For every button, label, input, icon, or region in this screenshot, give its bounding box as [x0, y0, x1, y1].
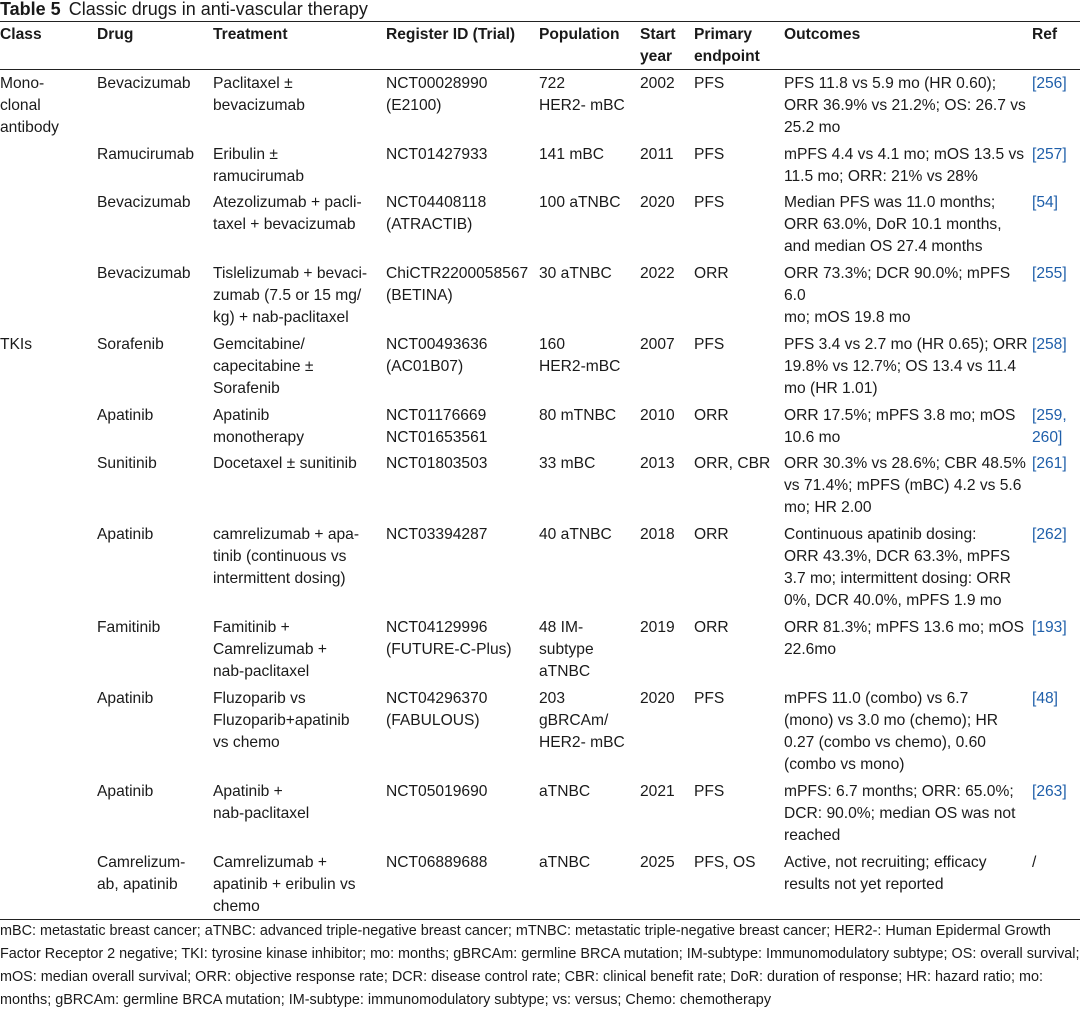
cell-start-year-value: 2019	[640, 618, 675, 636]
reference-link[interactable]: [54]	[1032, 193, 1059, 211]
table-footnote: mBC: metastatic breast cancer; aTNBC: advanced triple-negative breast cancer; mTNBC: metastatic triple-negative breast cancer; HER2-: Human Epidermal Growth Factor Receptor 2 negative; TKI: tyrosine kinase inhibitor; mo: months; gBRCAm: germline BRCA mutation; IM-subtype: Immunomodulatory subtype; OS: overall survival; mOS: median overall survival; ORR: objective response rate; DCR: disease control rate; CBR: clinical benefit rate; DoR: duration of response; HR: hazard ratio; mo: months; gBRCAm: germline BRCA mutation; IM-subtype: immunomodulatory subtype; vs: versus; Chemo: chemotherapy	[0, 923, 1080, 1008]
cell-treatment-line: Eribulin ±	[213, 145, 278, 163]
cell-start-year-value: 2020	[640, 689, 675, 707]
cell-class	[0, 189, 97, 260]
cell-outcomes-line: 3.7 mo; intermittent dosing: ORR	[784, 569, 1012, 587]
cell-population-line: 30 aTNBC	[539, 264, 612, 282]
cell-outcomes-line: vs 71.4%; mPFS (mBC) 4.2 vs 5.6	[784, 476, 1022, 494]
cell-population	[539, 402, 640, 450]
cell-drug-line: ab, apatinib	[97, 875, 178, 893]
cell-treatment-line: Camrelizumab +	[213, 853, 327, 871]
cell-ref	[1032, 450, 1080, 521]
cell-primary-endpoint-value: PFS	[694, 145, 725, 163]
cell-class	[0, 849, 97, 920]
cell-primary-endpoint	[694, 521, 784, 614]
table-row	[0, 141, 1080, 189]
cell-ref	[1032, 331, 1080, 402]
cell-treatment-line: Docetaxel ± sunitinib	[213, 454, 357, 472]
cell-treatment-line: bevacizumab	[213, 97, 305, 114]
cell-start-year	[640, 402, 694, 450]
cell-primary-endpoint	[694, 189, 784, 260]
cell-class-line: clonal	[0, 97, 41, 114]
cell-primary-endpoint	[694, 260, 784, 331]
cell-population	[539, 189, 640, 260]
cell-ref	[1032, 402, 1080, 450]
cell-population-line: 722	[539, 75, 566, 92]
cell-class	[0, 141, 97, 189]
cell-ref	[1032, 189, 1080, 260]
table-body	[0, 70, 1080, 920]
cell-class	[0, 521, 97, 614]
cell-population	[539, 685, 640, 778]
cell-drug-line: Sorafenib	[97, 335, 164, 353]
cell-outcomes-line: mo (HR 1.01)	[784, 379, 878, 397]
cell-start-year-value: 2007	[640, 335, 675, 353]
cell-treatment-line: tinib (continuous vs	[213, 547, 347, 565]
cell-population	[539, 70, 640, 141]
table-row	[0, 521, 1080, 614]
cell-register-id-line: NCT04296370	[386, 689, 488, 707]
reference-link[interactable]: [257]	[1032, 145, 1067, 163]
cell-class	[0, 685, 97, 778]
cell-start-year-value: 2011	[640, 145, 674, 163]
cell-start-year-value: 2013	[640, 454, 675, 472]
reference-link[interactable]: [48]	[1032, 689, 1059, 707]
cell-start-year	[640, 70, 694, 141]
cell-population-line: HER2- mBC	[539, 733, 625, 751]
cell-treatment-line: nab-paclitaxel	[213, 804, 310, 822]
reference-link[interactable]: [193]	[1032, 618, 1067, 636]
table-caption	[0, 0, 368, 20]
cell-population-line: aTNBC	[539, 853, 591, 871]
cell-treatment-line: capecitabine ±	[213, 357, 314, 375]
cell-drug	[97, 450, 213, 521]
cell-outcomes-line: 0.27 (combo vs chemo), 0.60	[784, 733, 986, 751]
cell-primary-endpoint	[694, 331, 784, 402]
cell-primary-endpoint	[694, 402, 784, 450]
table-row	[0, 778, 1080, 849]
reference-link[interactable]: [263]	[1032, 782, 1067, 800]
header-class: Class	[0, 26, 42, 43]
cell-treatment-line: kg) + nab-paclitaxel	[213, 308, 349, 326]
cell-population-line: 203	[539, 689, 566, 707]
cell-population	[539, 614, 640, 685]
cell-start-year-value: 2002	[640, 75, 675, 92]
header-start-year-line1: Start	[640, 26, 676, 43]
cell-treatment-line: Apatinib	[213, 406, 270, 424]
cell-start-year	[640, 614, 694, 685]
table-header-row	[0, 22, 1080, 70]
cell-population	[539, 141, 640, 189]
cell-outcomes	[784, 685, 1032, 778]
cell-outcomes	[784, 141, 1032, 189]
cell-register-id-line: (FABULOUS)	[386, 711, 480, 729]
cell-treatment	[213, 778, 386, 849]
cell-treatment	[213, 260, 386, 331]
cell-outcomes-line: ORR 73.3%; DCR 90.0%; mPFS 6.0	[784, 264, 1011, 304]
cell-outcomes-line: 22.6mo	[784, 640, 837, 658]
cell-register-id	[386, 450, 539, 521]
cell-treatment	[213, 614, 386, 685]
cell-primary-endpoint-value: PFS	[694, 335, 725, 353]
cell-drug-line: Bevacizumab	[97, 264, 191, 282]
cell-population-line: 40 aTNBC	[539, 525, 612, 543]
cell-class	[0, 614, 97, 685]
cell-outcomes	[784, 402, 1032, 450]
cell-register-id-line: NCT03394287	[386, 525, 488, 543]
cell-class	[0, 331, 97, 402]
cell-population-line: 80 mTNBC	[539, 406, 617, 424]
cell-class	[0, 450, 97, 521]
cell-register-id	[386, 685, 539, 778]
cell-outcomes-line: Active, not recruiting; efficacy	[784, 853, 987, 871]
cell-treatment-line: Paclitaxel ±	[213, 75, 293, 92]
cell-outcomes-line: ORR 36.9% vs 21.2%; OS: 26.7 vs	[784, 97, 1026, 114]
cell-drug	[97, 189, 213, 260]
cell-drug-line: Apatinib	[97, 782, 154, 800]
cell-outcomes	[784, 260, 1032, 331]
cell-start-year-value: 2010	[640, 406, 675, 424]
cell-register-id	[386, 521, 539, 614]
cell-population-line: 160	[539, 335, 566, 353]
cell-outcomes-line: (mono) vs 3.0 mo (chemo); HR	[784, 711, 999, 729]
cell-outcomes	[784, 849, 1032, 920]
cell-population-line: 141 mBC	[539, 145, 605, 163]
cell-outcomes-line: and median OS 27.4 months	[784, 237, 983, 255]
cell-register-id	[386, 614, 539, 685]
cell-register-id-line: NCT01803503	[386, 454, 488, 472]
cell-register-id	[386, 402, 539, 450]
cell-treatment-line: nab-paclitaxel	[213, 662, 310, 680]
cell-outcomes-line: mo; mOS 19.8 mo	[784, 308, 911, 326]
reference-link[interactable]: [261]	[1032, 454, 1067, 472]
cell-register-id-line: NCT01653561	[386, 428, 488, 446]
cell-register-id-line: NCT05019690	[386, 782, 488, 800]
cell-drug	[97, 849, 213, 920]
cell-class-line: antibody	[0, 119, 59, 136]
cell-outcomes-line: Continuous apatinib dosing:	[784, 525, 977, 543]
cell-drug-line: Camrelizum-	[97, 853, 186, 871]
cell-treatment-line: Tislelizumab + bevaci-	[213, 264, 368, 282]
cell-treatment-line: vs chemo	[213, 733, 280, 751]
table-row	[0, 189, 1080, 260]
cell-ref	[1032, 778, 1080, 849]
cell-primary-endpoint-value: ORR, CBR	[694, 454, 771, 472]
cell-outcomes-line: 11.5 mo; ORR: 21% vs 28%	[784, 167, 978, 185]
cell-treatment-line: taxel + bevacizumab	[213, 215, 356, 233]
cell-outcomes	[784, 778, 1032, 849]
cell-treatment-line: Famitinib +	[213, 618, 290, 636]
cell-ref	[1032, 521, 1080, 614]
cell-treatment-line: intermittent dosing)	[213, 569, 346, 587]
cell-drug	[97, 331, 213, 402]
reference-link[interactable]: [259,	[1032, 406, 1067, 424]
table-row	[0, 70, 1080, 141]
cell-outcomes-line: ORR 81.3%; mPFS 13.6 mo; mOS	[784, 618, 1025, 636]
cell-register-id-line: NCT04408118	[386, 193, 487, 211]
cell-treatment-line: zumab (7.5 or 15 mg/	[213, 286, 362, 304]
cell-class	[0, 260, 97, 331]
cell-primary-endpoint-value: PFS	[694, 689, 725, 707]
cell-register-id-line: (FUTURE-C-Plus)	[386, 640, 512, 658]
cell-drug	[97, 70, 213, 141]
cell-outcomes-line: ORR 63.0%, DoR 10.1 months,	[784, 215, 1002, 233]
reference-link[interactable]: [262]	[1032, 525, 1067, 543]
cell-outcomes-line: PFS 11.8 vs 5.9 mo (HR 0.60);	[784, 75, 997, 92]
cell-outcomes-line: reached	[784, 826, 841, 844]
header-treatment: Treatment	[213, 26, 288, 43]
cell-population	[539, 521, 640, 614]
cell-register-id-line: (E2100)	[386, 97, 442, 114]
cell-treatment-line: Atezolizumab + pacli-	[213, 193, 362, 211]
cell-primary-endpoint	[694, 778, 784, 849]
cell-primary-endpoint-value: PFS	[694, 193, 725, 211]
header-start-year	[640, 22, 694, 70]
cell-population-line: HER2-mBC	[539, 357, 621, 375]
cell-outcomes-line: mPFS 11.0 (combo) vs 6.7	[784, 689, 969, 707]
cell-outcomes-line: results not yet reported	[784, 875, 944, 893]
cell-treatment	[213, 402, 386, 450]
table-row	[0, 849, 1080, 920]
cell-ref	[1032, 70, 1080, 141]
cell-outcomes-line: 10.6 mo	[784, 428, 841, 446]
cell-population	[539, 260, 640, 331]
reference-link[interactable]: [256]	[1032, 75, 1067, 92]
cell-register-id	[386, 849, 539, 920]
cell-drug	[97, 521, 213, 614]
cell-outcomes-line: ORR 43.3%, DCR 63.3%, mPFS	[784, 547, 1011, 565]
cell-population	[539, 778, 640, 849]
header-endpoint-line1: Primary	[694, 26, 753, 43]
cell-ref	[1032, 141, 1080, 189]
cell-treatment-line: Gemcitabine/	[213, 335, 305, 353]
cell-drug-line: Apatinib	[97, 689, 154, 707]
cell-outcomes	[784, 331, 1032, 402]
cell-drug-line: Ramucirumab	[97, 145, 195, 163]
cell-population-line: 48 IM-	[539, 618, 584, 636]
cell-ref	[1032, 614, 1080, 685]
cell-primary-endpoint-value: ORR	[694, 525, 729, 543]
cell-population-line: 100 aTNBC	[539, 193, 621, 211]
cell-start-year	[640, 141, 694, 189]
cell-start-year	[640, 450, 694, 521]
cell-register-id-line: NCT00493636	[386, 335, 488, 353]
cell-treatment	[213, 849, 386, 920]
cell-population-line: gBRCAm/	[539, 711, 609, 729]
cell-primary-endpoint	[694, 450, 784, 521]
cell-outcomes-line: 0%, DCR 40.0%, mPFS 1.9 mo	[784, 591, 1002, 609]
reference-link[interactable]: [258]	[1032, 335, 1067, 353]
cell-outcomes	[784, 189, 1032, 260]
cell-start-year	[640, 331, 694, 402]
cell-treatment-line: Camrelizumab +	[213, 640, 327, 658]
header-outcomes: Outcomes	[784, 26, 861, 43]
cell-register-id-line: (AC01B07)	[386, 357, 464, 375]
table-row	[0, 614, 1080, 685]
drugs-table	[0, 21, 1080, 920]
cell-primary-endpoint	[694, 849, 784, 920]
cell-drug-line: Apatinib	[97, 406, 154, 424]
cell-drug-line: Sunitinib	[97, 454, 157, 472]
cell-treatment	[213, 141, 386, 189]
cell-outcomes-line: PFS 3.4 vs 2.7 mo (HR 0.65); ORR	[784, 335, 1028, 353]
cell-class	[0, 70, 97, 141]
cell-register-id	[386, 331, 539, 402]
header-endpoint-line2: endpoint	[694, 48, 760, 65]
header-drug: Drug	[97, 26, 134, 43]
cell-treatment-line: Apatinib +	[213, 782, 283, 800]
header-ref: Ref	[1032, 26, 1058, 43]
table-title: Classic drugs in anti-vascular therapy	[68, 0, 368, 19]
cell-outcomes-line: 25.2 mo	[784, 119, 841, 136]
cell-register-id	[386, 141, 539, 189]
cell-start-year	[640, 778, 694, 849]
cell-treatment-line: chemo	[213, 897, 260, 915]
header-primary-endpoint	[694, 22, 784, 70]
cell-drug-line: Famitinib	[97, 618, 161, 636]
table-row	[0, 450, 1080, 521]
cell-start-year-value: 2025	[640, 853, 675, 871]
cell-population	[539, 849, 640, 920]
table-row	[0, 402, 1080, 450]
cell-treatment-line: camrelizumab + apa-	[213, 525, 360, 543]
cell-drug	[97, 685, 213, 778]
cell-register-id-line: NCT00028990	[386, 75, 488, 92]
cell-outcomes-line: (combo vs mono)	[784, 755, 905, 773]
cell-outcomes-line: mPFS: 6.7 months; ORR: 65.0%;	[784, 782, 1014, 800]
cell-treatment-line: apatinib + eribulin vs	[213, 875, 356, 893]
cell-start-year-value: 2022	[640, 264, 675, 282]
cell-outcomes	[784, 450, 1032, 521]
cell-treatment	[213, 189, 386, 260]
cell-drug	[97, 402, 213, 450]
header-register-id: Register ID (Trial)	[386, 26, 516, 43]
cell-outcomes	[784, 614, 1032, 685]
cell-outcomes-line: mPFS 4.4 vs 4.1 mo; mOS 13.5 vs	[784, 145, 1025, 163]
cell-register-id-line: (ATRACTIB)	[386, 215, 473, 233]
cell-start-year-value: 2020	[640, 193, 675, 211]
reference-link[interactable]: [255]	[1032, 264, 1067, 282]
cell-register-id	[386, 260, 539, 331]
cell-ref	[1032, 260, 1080, 331]
cell-population-line: aTNBC	[539, 662, 591, 680]
cell-treatment	[213, 521, 386, 614]
cell-drug-line: Bevacizumab	[97, 193, 191, 211]
cell-start-year	[640, 849, 694, 920]
cell-start-year	[640, 521, 694, 614]
cell-treatment	[213, 450, 386, 521]
cell-population-line: aTNBC	[539, 782, 591, 800]
cell-start-year-value: 2018	[640, 525, 675, 543]
reference-link: /	[1032, 853, 1037, 871]
cell-primary-endpoint-value: ORR	[694, 618, 729, 636]
table-label: Table 5	[0, 0, 61, 19]
cell-register-id-line: (BETINA)	[386, 286, 453, 304]
cell-ref	[1032, 849, 1080, 920]
cell-register-id-line: NCT01176669	[386, 406, 487, 424]
cell-drug-line: Bevacizumab	[97, 75, 191, 92]
cell-primary-endpoint-value: PFS	[694, 75, 725, 92]
header-population: Population	[539, 26, 620, 43]
cell-register-id	[386, 70, 539, 141]
cell-primary-endpoint-value: ORR	[694, 406, 729, 424]
cell-primary-endpoint-value: PFS, OS	[694, 853, 756, 871]
table-row	[0, 685, 1080, 778]
cell-drug-line: Apatinib	[97, 525, 154, 543]
cell-start-year	[640, 685, 694, 778]
cell-register-id	[386, 778, 539, 849]
cell-population-line: subtype	[539, 640, 594, 658]
cell-population-line: HER2- mBC	[539, 97, 625, 114]
cell-drug	[97, 260, 213, 331]
cell-class	[0, 402, 97, 450]
cell-treatment-line: Sorafenib	[213, 379, 280, 397]
cell-outcomes	[784, 521, 1032, 614]
table-row	[0, 331, 1080, 402]
cell-population-line: 33 mBC	[539, 454, 596, 472]
reference-link[interactable]: 260]	[1032, 428, 1063, 446]
cell-population	[539, 331, 640, 402]
header-start-year-line2: year	[640, 48, 673, 65]
cell-treatment-line: ramucirumab	[213, 167, 304, 185]
cell-drug	[97, 614, 213, 685]
cell-treatment	[213, 685, 386, 778]
cell-population	[539, 450, 640, 521]
cell-treatment	[213, 70, 386, 141]
cell-primary-endpoint	[694, 685, 784, 778]
cell-start-year-value: 2021	[640, 782, 675, 800]
cell-primary-endpoint	[694, 70, 784, 141]
cell-outcomes-line: DCR: 90.0%; median OS was not	[784, 804, 1016, 822]
cell-start-year	[640, 189, 694, 260]
cell-register-id-line: NCT01427933	[386, 145, 488, 163]
table-row	[0, 260, 1080, 331]
cell-class-line: TKIs	[0, 335, 33, 353]
cell-primary-endpoint	[694, 141, 784, 189]
cell-primary-endpoint	[694, 614, 784, 685]
cell-treatment-line: Fluzoparib+apatinib	[213, 711, 350, 729]
cell-outcomes-line: ORR 30.3% vs 28.6%; CBR 48.5%	[784, 454, 1026, 472]
cell-register-id-line: NCT06889688	[386, 853, 488, 871]
cell-primary-endpoint-value: ORR	[694, 264, 729, 282]
cell-ref	[1032, 685, 1080, 778]
cell-treatment	[213, 331, 386, 402]
cell-register-id-line: NCT04129996	[386, 618, 488, 636]
cell-start-year	[640, 260, 694, 331]
cell-primary-endpoint-value: PFS	[694, 782, 725, 800]
cell-outcomes	[784, 70, 1032, 141]
cell-outcomes-line: mo; HR 2.00	[784, 498, 872, 516]
cell-drug	[97, 141, 213, 189]
cell-class-line: Mono-	[0, 75, 45, 92]
cell-treatment-line: Fluzoparib vs	[213, 689, 306, 707]
cell-drug	[97, 778, 213, 849]
cell-outcomes-line: 19.8% vs 12.7%; OS 13.4 vs 11.4	[784, 357, 1017, 375]
cell-outcomes-line: Median PFS was 11.0 months;	[784, 193, 996, 211]
cell-outcomes-line: ORR 17.5%; mPFS 3.8 mo; mOS	[784, 406, 1016, 424]
cell-register-id-line: ChiCTR2200058567	[386, 264, 529, 282]
cell-class	[0, 778, 97, 849]
cell-treatment-line: monotherapy	[213, 428, 305, 446]
cell-register-id	[386, 189, 539, 260]
